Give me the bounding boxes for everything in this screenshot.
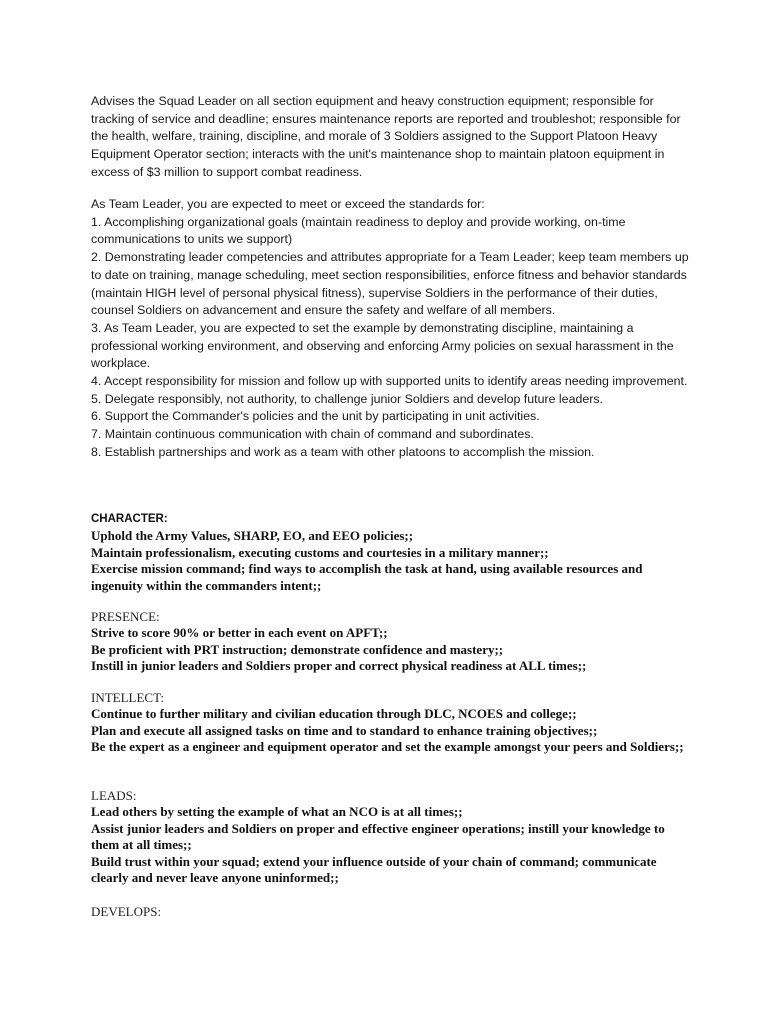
- character-heading: CHARACTER:: [91, 513, 168, 525]
- intellect-section: [91, 689, 691, 756]
- standards-list: [91, 196, 691, 462]
- presence-line: Instill in junior leaders and Soldiers proper and correct physical readiness at ALL times;;: [91, 658, 587, 674]
- standard-item: 8. Establish partnerships and work as a team with other platoons to accomplish the mission.: [91, 444, 595, 459]
- leads-line: Build trust within your squad; extend your influence outside of your chain of command; communicate clearly and never leave anyone uninformed;;: [91, 853, 657, 886]
- standard-item: 5. Delegate responsibly, not authority, to challenge junior Soldiers and develop future leaders.: [91, 391, 604, 406]
- standards-lead: As Team Leader, you are expected to meet or exceed the standards for:: [91, 197, 485, 211]
- develops-section: [91, 903, 691, 920]
- presence-section: [91, 608, 691, 675]
- intro-text: Advises the Squad Leader on all section equipment and heavy construction equipment; responsible for tracking of service and deadline; ensures maintenance reports are reported and troubleshot; responsible for the health, welfare, training, discipline, and morale of 3 Soldiers assigned to the Support Platoon Heavy Equipment Operator section; interacts with the unit's maintenance shop to maintain platoon equipment in excess of $3 million to support combat readiness.: [91, 94, 681, 179]
- leads-section: [91, 787, 691, 887]
- standard-item: 7. Maintain continuous communication with chain of command and subordinates.: [91, 427, 534, 442]
- intellect-line: Plan and execute all assigned tasks on time and to standard to enhance training objectives;;: [91, 722, 598, 738]
- standard-item: 6. Support the Commander's policies and the unit by participating in unit activities.: [91, 409, 540, 424]
- intro-paragraph: [91, 93, 691, 182]
- intellect-line: Continue to further military and civilian education through DLC, NCOES and college;;: [91, 706, 577, 721]
- develops-heading: DEVELOPS:: [91, 904, 162, 919]
- intellect-line: Be the expert as a engineer and equipment operator and set the example amongst your peers and Soldiers;;: [91, 739, 684, 755]
- intellect-heading: INTELLECT:: [91, 690, 164, 705]
- leads-line: Lead others by setting the example of what an NCO is at all times;;: [91, 804, 463, 819]
- character-line: Exercise mission command; find ways to accomplish the task at hand, using available resources and ingenuity within the commanders intent;;: [91, 561, 643, 593]
- presence-line: Strive to score 90% or better in each event on APFT;;: [91, 625, 388, 640]
- character-line: Uphold the Army Values, SHARP, EO, and EEO policies;;: [91, 528, 414, 543]
- character-section: [91, 511, 691, 594]
- standard-item: 4. Accept responsibility for mission and follow up with supported units to identify areas needing improvement.: [91, 374, 688, 389]
- leads-line: Assist junior leaders and Soldiers on proper and effective engineer operations; instill your knowledge to them at all times;;: [91, 820, 665, 853]
- character-line: Maintain professionalism, executing customs and courtesies in a military manner;;: [91, 544, 549, 560]
- presence-heading: PRESENCE:: [91, 609, 160, 624]
- presence-line: Be proficient with PRT instruction; demonstrate confidence and mastery;;: [91, 641, 504, 657]
- leads-heading: LEADS:: [91, 788, 137, 803]
- standard-item: 2. Demonstrating leader competencies and attributes appropriate for a Team Leader; keep team members up to date on training, manage scheduling, meet section responsibilities, enforce fitness and behavior standards (maintain HIGH level of personal physical fitness), supervise Soldiers in the performance of their duties, counsel Soldiers on advancement and ensure the safety and welfare of all members.: [91, 250, 689, 318]
- standard-item: 3. As Team Leader, you are expected to set the example by demonstrating discipline, maintaining a professional working environment, and observing and enforcing Army policies on sexual harassment in the workplace.: [91, 320, 674, 371]
- standard-item: 1. Accomplishing organizational goals (maintain readiness to deploy and provide working, on-time communications to units we support): [91, 214, 626, 247]
